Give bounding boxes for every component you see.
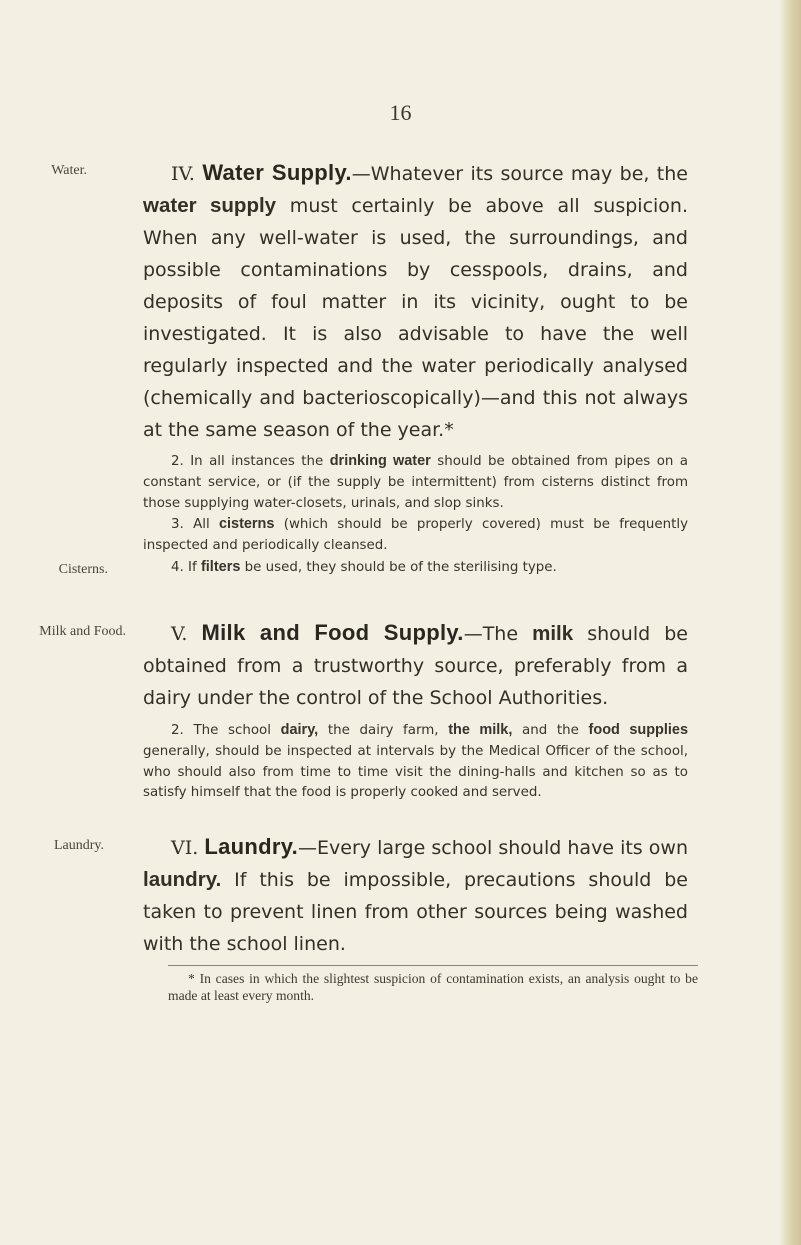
section-water: [143, 157, 688, 579]
water-4-text-b: be used, they should be of the sterilising type.: [240, 559, 557, 575]
water-text-a: —Whatever its source may be, the: [351, 163, 688, 185]
water-4-number: 4.: [171, 559, 184, 575]
water-2-keyword: drinking water: [329, 453, 431, 469]
section-milk-and-food: [143, 617, 688, 804]
water-text-b: must certainly be above all suspicion. When any well-water is used, the surroundings, and possible contaminations by cesspools, drains, and deposits of foul matter in its vicinity, ought to be investigated. It is also advisable to have the well regularly inspected and the water periodically analysed (chemically and bacterioscopically)—and this not always at the same season of the year.*: [143, 195, 688, 441]
section-laundry: [143, 831, 688, 960]
water-para-3: [143, 514, 688, 557]
milk-text-b: should be obtained from a trustworthy source, preferably from a dairy under the control of the School Authorities.: [143, 623, 688, 709]
milk-heading: Milk and Food Supply.: [201, 620, 464, 645]
water-3-text-a: All: [183, 517, 219, 533]
water-3-keyword: cisterns: [218, 516, 275, 533]
milk-text-a: —The: [463, 623, 533, 645]
milk-paragraph: [143, 617, 688, 714]
laundry-heading: Laundry.: [204, 834, 299, 859]
margin-note-cisterns: Cisterns.: [58, 562, 108, 577]
milk-para-2: [143, 720, 688, 804]
milk-2-text-a: The school: [183, 723, 281, 738]
milk-2-keyword-food: food supplies: [588, 722, 689, 738]
laundry-text-b: If this be impossible, precautions should be taken to prevent linen from other sources being washed with the school linen.: [143, 869, 688, 955]
water-heading: Water Supply.: [202, 160, 352, 185]
water-4-keyword: filters: [200, 558, 241, 575]
margin-note-laundry: Laundry.: [53, 838, 104, 853]
milk-2-keyword-milk: the milk,: [448, 722, 513, 738]
water-3-text-b: (which should be properly covered) must be frequently inspected and periodically cleansed.: [143, 517, 688, 554]
milk-2-text-d: generally, should be inspected at intervals by the Medical Officer of the school, who should also from time to time visit the dining-halls and kitchen so as to satisfy himself that the food is properly cooked and served.: [143, 743, 688, 801]
water-para-2: [143, 451, 688, 514]
milk-keyword: milk: [532, 622, 574, 645]
footnote-rule: [168, 965, 698, 966]
margin-note-water: Water.: [51, 163, 87, 178]
laundry-numeral: VI.: [171, 837, 199, 859]
water-keyword: water supply: [143, 194, 277, 217]
milk-2-text-b: the dairy farm,: [318, 723, 449, 738]
laundry-text-a: —Every large school should have its own: [298, 837, 688, 859]
water-3-number: 3.: [171, 517, 184, 533]
milk-2-number: 2.: [171, 723, 184, 738]
water-2-number: 2.: [171, 454, 184, 469]
milk-numeral: V.: [171, 623, 188, 645]
milk-2-keyword-dairy: dairy,: [280, 722, 319, 738]
water-para-4: [143, 557, 688, 579]
water-paragraph: [143, 157, 688, 446]
page-edge-shadow: [779, 0, 801, 1245]
milk-2-text-c: and the: [512, 723, 589, 738]
laundry-paragraph: [143, 831, 688, 960]
water-2-text-b: should be obtained from pipes on a constant service, or (if the supply be intermittent) from cisterns distinct from those supplying water-closets, urinals, and slop sinks.: [143, 454, 689, 511]
water-numeral: IV.: [171, 163, 195, 185]
water-2-text-a: In all instances the: [183, 454, 330, 469]
footnote: * In cases in which the slightest suspicion of contamination exists, an analysis ought to be made at least every month.: [168, 971, 698, 1003]
page-number: 16: [389, 100, 412, 125]
laundry-keyword: laundry.: [143, 868, 222, 891]
margin-note-milk-and-food: Milk and Food.: [39, 624, 126, 639]
water-4-text-a: If: [183, 559, 201, 575]
